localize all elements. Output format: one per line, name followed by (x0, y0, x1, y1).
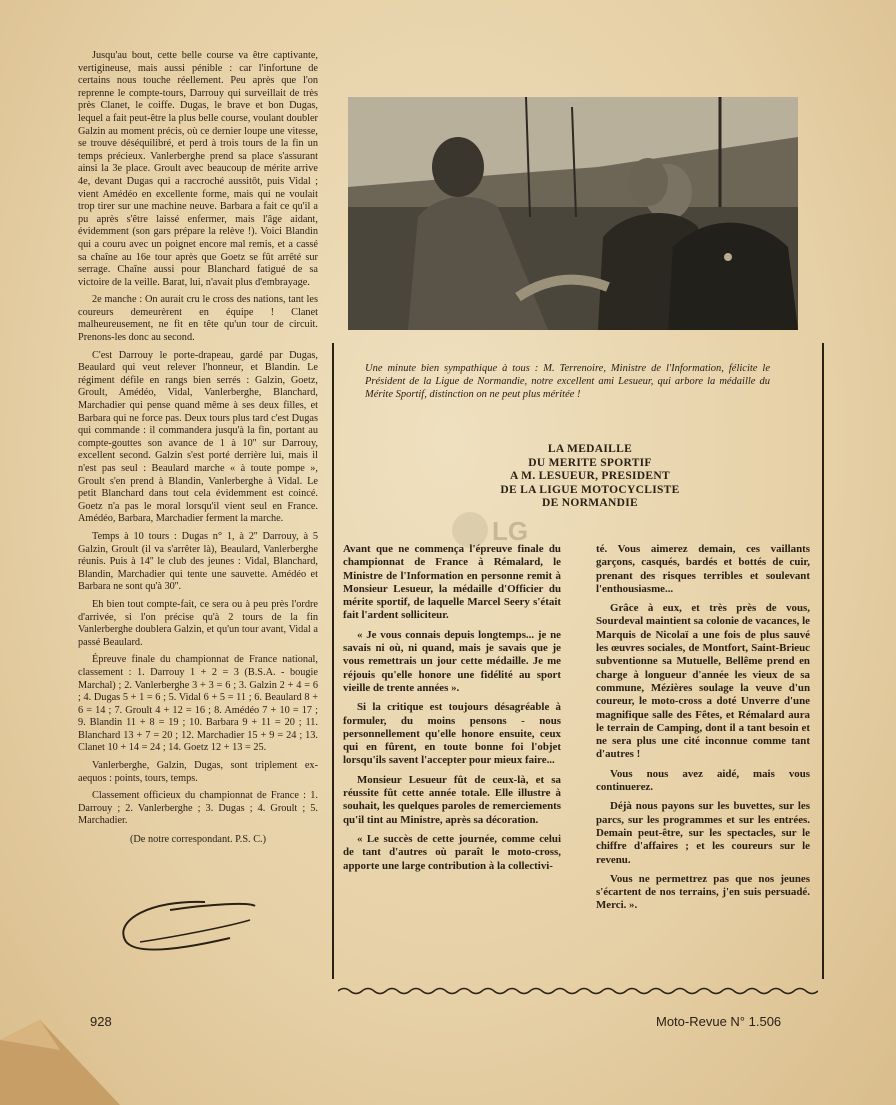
photo-caption: Une minute bien sympathique à tous : M. Terrenoire, Ministre de l'Information, félicite le Président de la Ligue de Normandie, notre excellent ami Lesueur, qui arbore la médaille du Mérite Sportif, distinction on ne peut plus méritée ! (365, 363, 770, 400)
page-number: 928 (90, 1014, 112, 1029)
left-paragraph: Temps à 10 tours : Dugas n° 1, à 2'' Darrouy, à 5 Galzin, Groult (il va s'arrêter là), Beaulard, Vanlerberghe réunis. Puis à 14'' le club des jeunes : Vidal, Blanchard, Blandin, Marchadier qui tente une sauvette. Amédéo et Barbara ne sont qu'à 30''. (78, 530, 318, 593)
logo-text: LG (492, 516, 529, 546)
correspondent-signature: (De notre correspondant. P.S. C.) (129, 834, 267, 846)
left-paragraph: Classement officieux du championnat de France : 1. Darrouy ; 2. Vanlerberghe ; 3. Dugas ; 4. Groult ; 5. Marchadier. (78, 790, 318, 827)
mid-paragraph: Si la critique est toujours désagréable à formuler, du moins pensons - nous personnellement qu'elle honore ensuite, ceux qui en fûrent, en toute bonne foi l'objet lorsqu'ils savent l'accepter pour mieux faire... (343, 701, 561, 767)
headline-line: A M. LESUEUR, PRESIDENT (510, 470, 670, 483)
right-paragraph: Vous nous avez aidé, mais vous continuerez. (596, 767, 810, 794)
frame-wavy-border (338, 986, 818, 996)
right-paragraph: Vous ne permettrez pas que nos jeunes s'écartent de nos terrains, j'en suis persuadé. Merci. ». (596, 872, 810, 912)
left-paragraph: Jusqu'au bout, cette belle course va être captivante, vertigineuse, mais aussi pénible : car l'infortune de certains nous touche réellement. Peu après que l'on reprenne le compte-tours, Darrouy qui surveillait de très près Clanet, le coiffe. Dugas, le brave et bon Dugas, lequel a fait peut-être la plus belle course, voulant doubler Galzin au moment précis, où ce dernier loupe une vitesse, se trouve déséquilibré, et perd à trois tours de la fin un temps précieux. Vanlerberghe prend sa place s'assurant ainsi la 3e place. Groult avec beaucoup de mérite arrive 4e, devant Dugas qui a raccroché aussitôt, puis Vidal ; vient Amédéo en excellente forme, mais qui ne voulait trop tirer sur une machine neuve. Barbara a fait ce qu'il a pu après s'être laissé enfermer, mais l'âge aidant, évidemment (son gars prépare la relève !). Voici Blandin qui a couru avec un poignet encore mal remis, et a cassé sa chaîne au 16e tour après que Goetz se fût arrêté sur serrage. Chaîne aussi pour Blanchard fatigué de sa victoire de la veille. Barat, lui, n'avait plus d'embrayage. (78, 50, 318, 288)
left-article-column (78, 50, 318, 852)
right-paragraph: Déjà nous payons sur les buvettes, sur les parcs, sur les programmes et sur les entrées. Demain peut-être, sur les spectacles, sur le chiffre d'affaires ; et les coureurs sur le revenu. (596, 800, 810, 866)
right-paragraph: Grâce à eux, et très près de vous, Sourdeval maintient sa colonie de vacances, le Marquis de Nicolaï a une fois de plus sauvé les œuvres sociales, de Montfort, Saint-Brieuc subventionne sa Mutuelle, Bellême prend en charge à longueur d'année les vieux de sa commune, Mézières soulage la veuve d'un coureur, le moto-cross a doté Unverre d'une magnifique salle des Fêtes, et Rémalard aura le terrain de Camping, dont il a tant besoin et ne sera plus une cité inconnue comme tant d'autres ! (596, 602, 810, 761)
left-paragraph: C'est Darrouy le porte-drapeau, gardé par Dugas, Beaulard qui veut relever l'honneur, et Blandin. Le régiment défile en rangs bien serrés : Galzin, Goetz, Groult, Amédéo, Vidal, Vanlerberghe, Blanchard, Marchadier qui pense quand même à ses deux filles, et Barbara qui ne force pas. Deux tours plus tard c'est Dugas qui commande : il commandera jusqu'à la fin, portant au compte-gouttes son avance de 1 à 10'' sur Darrouy, excellent second. Galzin s'est porté derrière lui, mais il n'est pas seul : Beaulard marche « à toute pompe », Groult s'en prend à Blandin, Vanlerberghe à Vidal. Le petit Blanchard dans tout cela évidemment est coincé. Goetz n'a pas le moral lorsqu'il vient seul en France. Amédéo, Barbara, Marchadier ferment la marche. (78, 349, 318, 525)
mid-paragraph: Avant que ne commença l'épreuve finale du championnat de France à Rémalard, le Ministre de l'Information en personne remit à Monsieur Lesueur, la médaille d'Officier du mérite sportif, de laquelle Marcel Seery s'était fait l'ardent solliciteur. (343, 543, 561, 622)
mid-paragraph: Monsieur Lesueur fût de ceux-là, et sa réussite fût cette année totale. Elle illustre à souhait, les quelques paroles de remerciements qu'il tint au Ministre, après sa décoration. (343, 773, 561, 826)
article-headline (455, 443, 725, 511)
left-paragraph: Eh bien tout compte-fait, ce sera ou à peu près l'ordre d'arrivée, si l'on précise qu'à 2 tours de la fin Vanlerberghe doublera Galzin, et qu'un tour avant, Vidal a passé Beaulard. (78, 598, 318, 648)
headline-line: LA MEDAILLE (547, 443, 633, 455)
headline-line: DU MERITE SPORTIF (528, 456, 652, 469)
headline-line: DE LA LIGUE MOTOCYCLISTE (500, 483, 680, 496)
left-paragraph: 2e manche : On aurait cru le cross des nations, tant les coureurs demeurèrent en équipe ! Clanet malheureusement, ne fit en tête qu'un tour de circuit. Prenons-les donc au second. (78, 294, 318, 344)
decorative-swoosh (110, 892, 260, 962)
middle-article-column (343, 543, 561, 879)
left-paragraph: Vanlerberghe, Galzin, Dugas, sont triplement ex-aequos : points, tours, temps. (78, 760, 318, 784)
handshake-photo (348, 97, 798, 330)
results-paragraph: Épreuve finale du championnat de France national, classement : 1. Darrouy 1 + 2 = 3 (B.S.A. - bougie Marchal) ; 2. Vanlerberghe 3 + 3 = 6 ; 3. Galzin 2 + 4 = 6 ; 4. Dugas 5 + 1 = 6 ; 5. Vidal 6 + 5 = 11 ; 6. Beaulard 8 + 6 = 14 ; 7. Groult 4 + 12 = 16 ; 8. Amédéo 7 + 10 = 17 ; 9. Blandin 11 + 8 = 19 ; 10. Barbara 9 + 11 = 20 ; 11. Blanchard 13 + 7 = 20 ; 12. Marchadier 15 + 9 = 24 ; 13. Clanet 10 + 14 = 24 ; 14. Goetz 12 + 13 = 25. (78, 654, 318, 754)
right-paragraph: té. Vous aimerez demain, ces vaillants garçons, casqués, bardés et bottés de cuir, prenant des risques terribles et soulevant l'enthousiasme... (596, 543, 810, 595)
mid-paragraph: « Le succès de cette journée, comme celui de tant d'autres où paraît le moto-cross, apporte une large contribution à la collectivi- (343, 832, 561, 872)
folded-corner (0, 1020, 120, 1105)
publication-name: Moto-Revue N° 1.506 (656, 1014, 782, 1029)
headline-line: DE NORMANDIE (542, 497, 638, 510)
mid-paragraph: « Je vous connais depuis longtemps... je ne savais ni où, ni quand, mais je savais que je vous remettrais un jour cette médaille. Je me réjouis qu'elle honore une fidélité au sport vieille de trente années ». (343, 628, 561, 694)
right-article-column (596, 543, 810, 919)
